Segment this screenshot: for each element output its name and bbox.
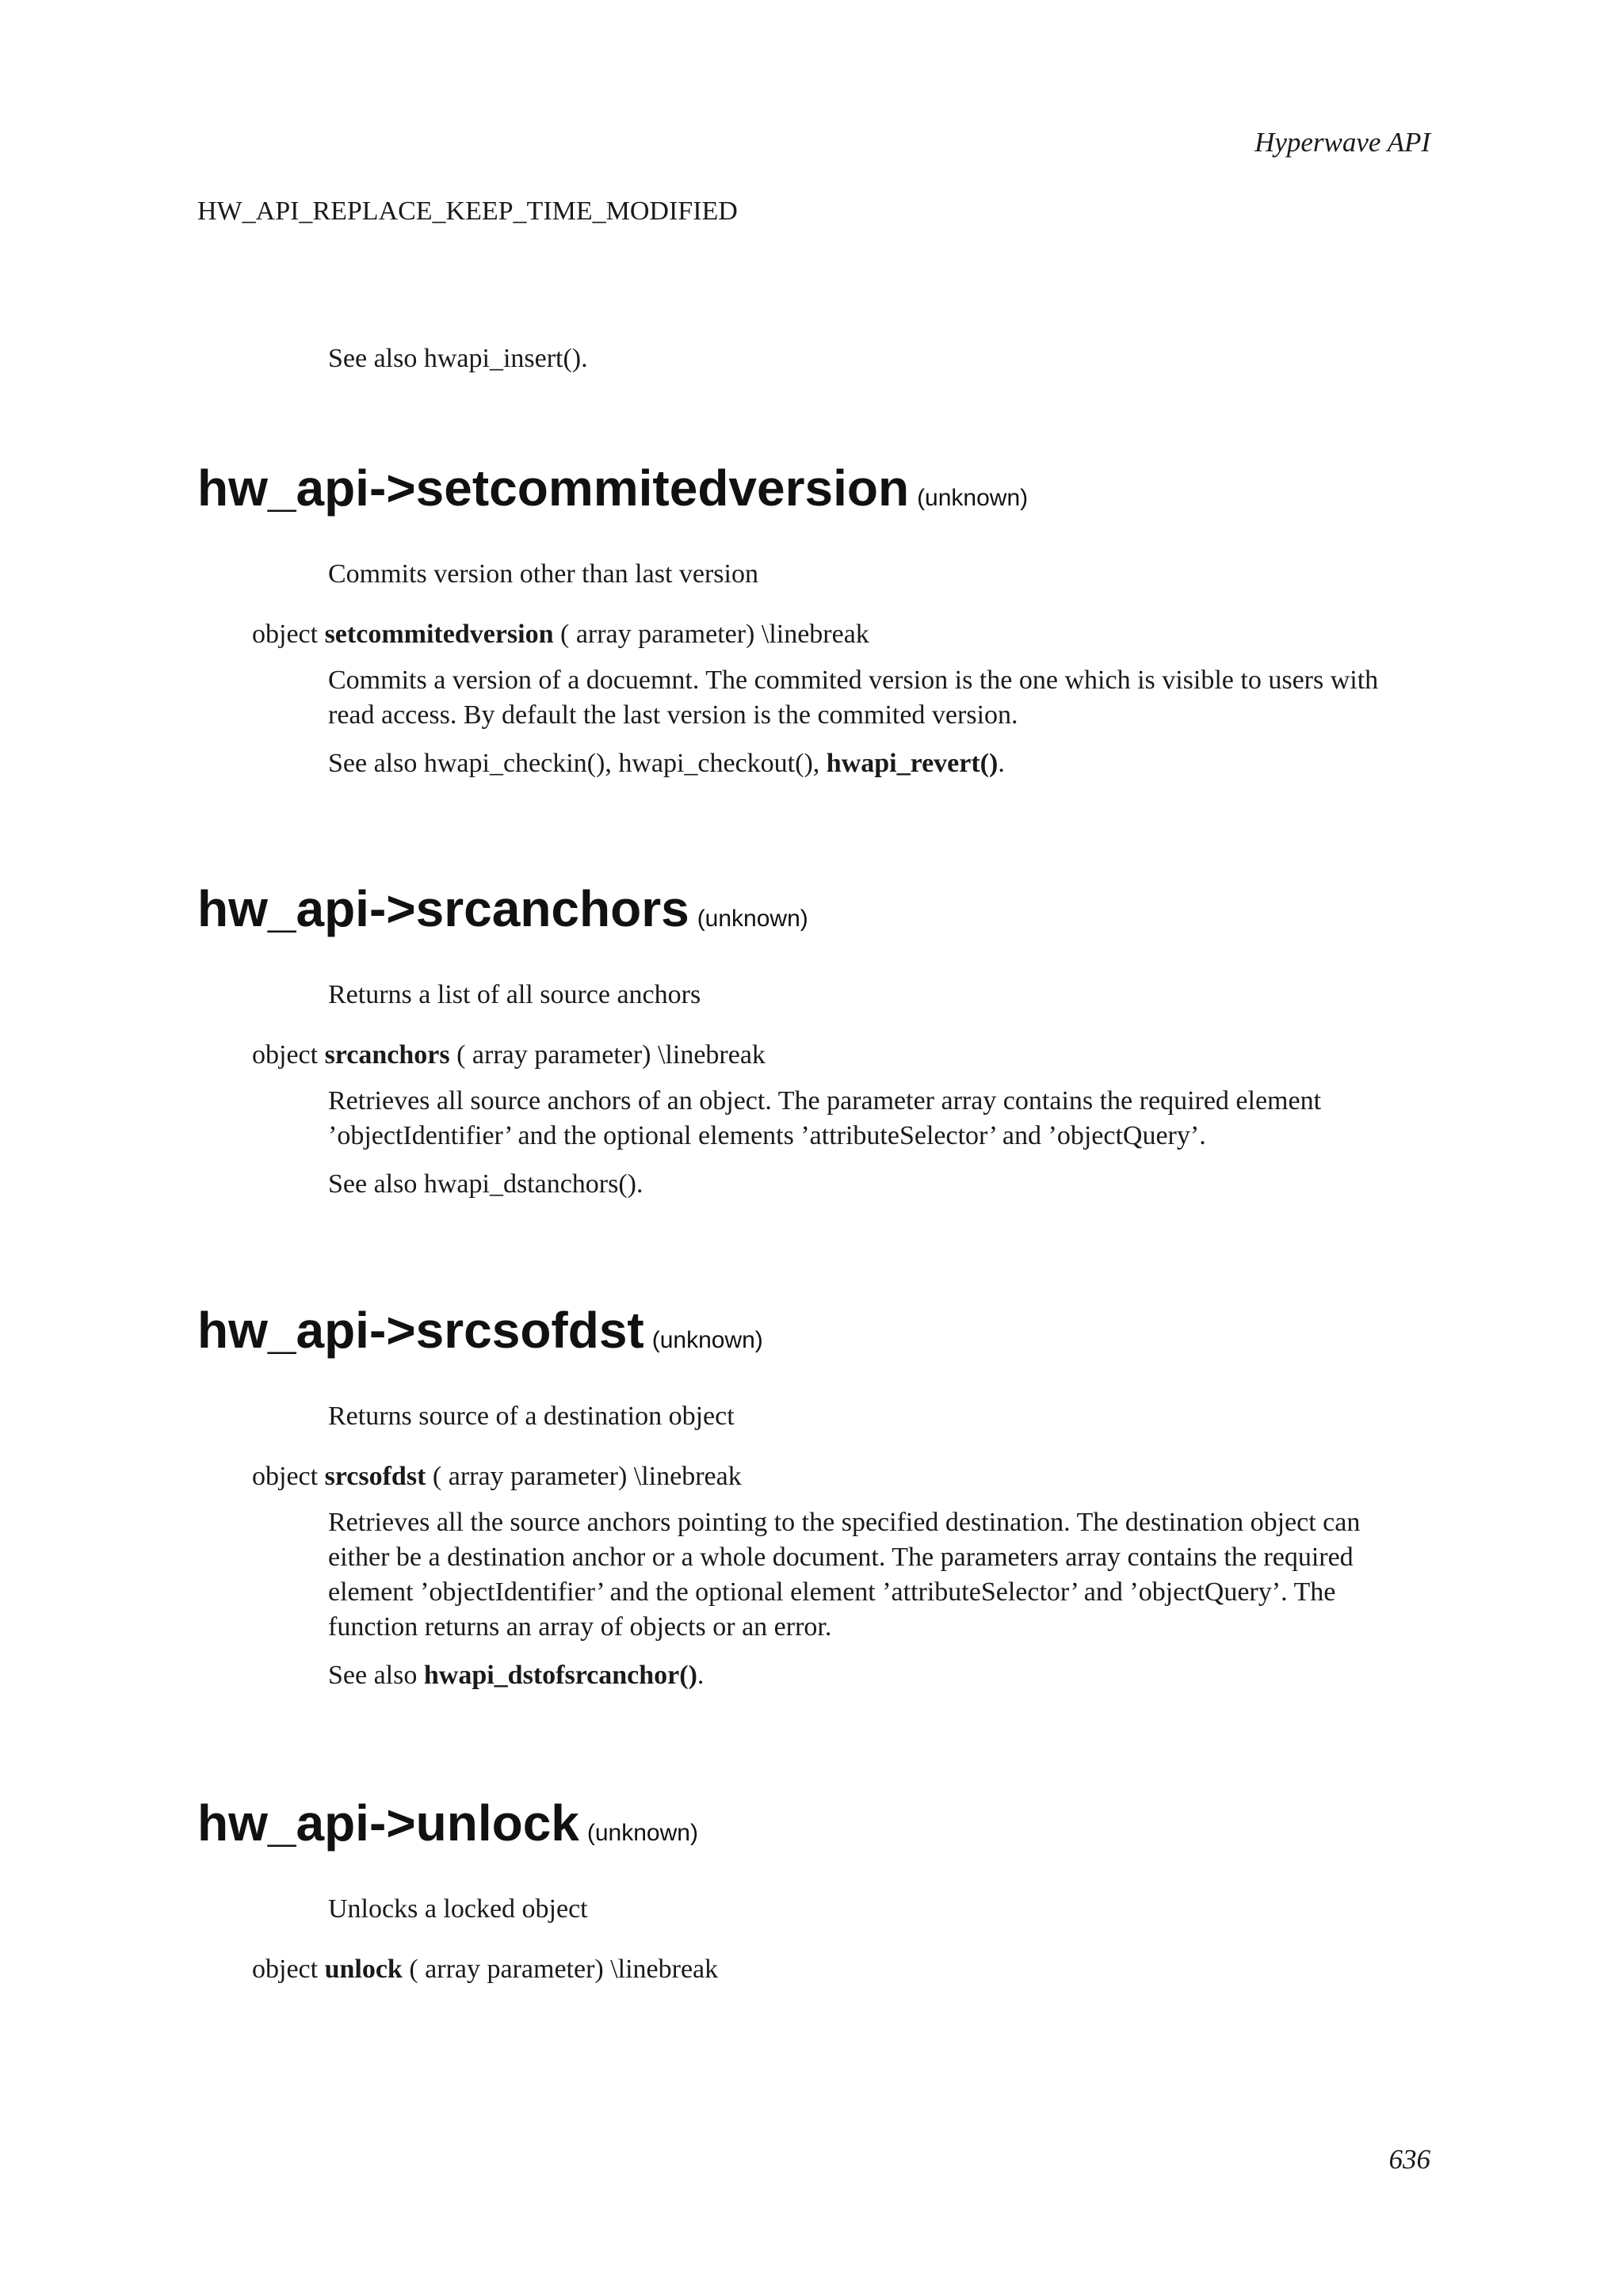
synopsis-args: ( array parameter) \linebreak: [560, 620, 869, 649]
synopsis-args: ( array parameter) \linebreak: [432, 1462, 742, 1491]
entry-summary: Returns a list of all source anchors: [328, 980, 701, 1009]
description-text: Retrieves all the source anchors pointing to the specified destination. The destination object can either be a destination anchor or a whole document. The parameters array contains the required element ’objectIdentifier’ and the optional element ’attributeSelector’ and ’objectQuery’. The function returns an array of objects or an error.: [328, 1508, 1361, 1642]
synopsis-args: ( array parameter) \linebreak: [456, 1040, 766, 1070]
synopsis-function-name: setcommitedversion: [324, 620, 554, 649]
see-also-text: See also hwapi_dstanchors().: [328, 1169, 643, 1199]
entry-description: [328, 663, 1418, 781]
description-text: Commits a version of a docuemnt. The commited version is the one which is visible to users with read access. By default the last version is the commited version.: [328, 666, 1379, 730]
entry-synopsis: [252, 1038, 1434, 1073]
see-also-suffix: .: [998, 749, 1005, 778]
entry-description: [328, 1084, 1418, 1202]
entry-title-text: hw_api->setcommitedversion: [197, 460, 910, 517]
entry-title: [197, 1794, 1434, 1862]
entry-summary: Returns source of a destination object: [328, 1402, 735, 1431]
entry-synopsis: [252, 1952, 1434, 1987]
entry-title: [197, 460, 1434, 527]
entry-summary: Commits version other than last version: [328, 559, 758, 589]
synopsis-function-name: srcsofdst: [324, 1462, 426, 1491]
constant-name: HW_API_REPLACE_KEEP_TIME_MODIFIED: [197, 196, 738, 226]
entry-title: [197, 880, 1434, 948]
synopsis-type: object: [252, 620, 319, 649]
entry-version: (unknown): [651, 1327, 763, 1353]
entry-synopsis: [252, 617, 1434, 652]
synopsis-function-name: srcanchors: [324, 1040, 450, 1070]
see-also: [328, 746, 1418, 781]
entry-title-text: hw_api->unlock: [197, 1794, 579, 1852]
synopsis-args: ( array parameter) \linebreak: [409, 1955, 719, 1984]
synopsis-function-name: unlock: [324, 1955, 403, 1984]
entry-title-text: hw_api->srcanchors: [197, 880, 689, 937]
entry-summary: Unlocks a locked object: [328, 1894, 588, 1924]
see-also: [328, 1658, 1418, 1693]
entry-synopsis: [252, 1459, 1434, 1494]
see-also-bold-link[interactable]: hwapi_revert(): [826, 749, 999, 778]
entry-version: (unknown): [697, 906, 808, 932]
see-also-text: See also: [328, 1661, 424, 1690]
running-header: Hyperwave API: [1254, 127, 1430, 158]
see-also-insert: See also hwapi_insert().: [328, 344, 588, 373]
entry-version: (unknown): [586, 1820, 698, 1846]
entry-title: [197, 1302, 1434, 1369]
page-number: 636: [1388, 2144, 1430, 2175]
entry-setcommitedversion: [197, 460, 1434, 795]
see-also-bold-link[interactable]: hwapi_dstofsrcanchor(): [423, 1661, 697, 1690]
synopsis-type: object: [252, 1462, 319, 1491]
description-text: Retrieves all source anchors of an object. The parameter array contains the required element ’objectIdentifier’ and the optional elements ’attributeSelector’ and ’objectQuery’.: [328, 1086, 1322, 1150]
see-also-suffix: .: [697, 1661, 705, 1690]
entry-srcanchors: [197, 880, 1434, 1215]
entry-version: (unknown): [917, 485, 1029, 511]
see-also: [328, 1167, 1418, 1202]
entry-unlock: [197, 1794, 1434, 1987]
entry-title-text: hw_api->srcsofdst: [197, 1302, 644, 1359]
entry-description: [328, 1505, 1418, 1693]
see-also-text: See also hwapi_checkin(), hwapi_checkout(),: [328, 749, 827, 778]
synopsis-type: object: [252, 1040, 319, 1070]
synopsis-type: object: [252, 1955, 319, 1984]
entry-srcsofdst: [197, 1302, 1434, 1707]
